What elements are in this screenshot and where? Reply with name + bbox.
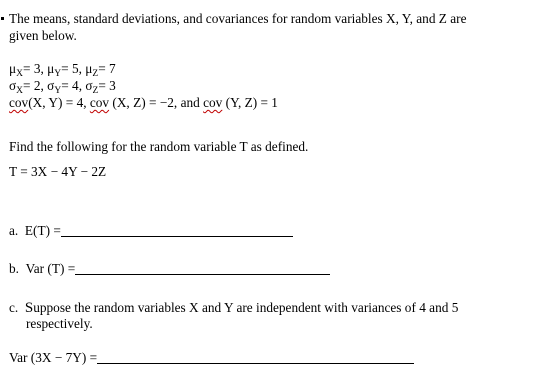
bullet-dot [1,17,4,20]
cov-yz-value: (Y, Z) = 1 [222,95,278,110]
part-b-text: Var (T) = [25,261,76,276]
covariance-line [9,95,278,111]
part-a [9,223,293,239]
mu-symbol: μ [47,61,55,76]
intro-line-2: given below. [9,28,77,43]
part-c-line-2: respectively. [26,316,93,331]
t-definition: T = 3X − 4Y − 2Z [9,164,107,179]
part-a-answer-line[interactable] [61,236,293,237]
mu-symbol: μ [9,61,17,76]
mu-x-subscript: X [16,69,24,79]
part-c-answer-line[interactable] [97,363,414,364]
part-c-line-1 [9,300,458,316]
cov-xy-word: cov [9,95,29,110]
sd-z-value: = 3 [98,78,116,93]
sigma-symbol: σ [9,78,17,93]
sd-y-value: = 4, [61,78,83,93]
part-c-text-1: uppose the random variables X and Y are independent with variances of 4 and 5 [33,300,459,315]
part-a-label: a. [9,223,19,238]
mu-symbol: μ [85,61,93,76]
part-c-label: c. [9,300,19,315]
part-b-answer-line[interactable] [75,274,330,275]
part-c-question [9,350,414,366]
mu-x-value: = 3, [23,61,44,76]
sigma-symbol: σ [85,78,93,93]
part-c-dropcap: S [24,300,34,316]
sd-y-subscript: Y [54,86,62,96]
sd-x-value: = 2, [23,78,44,93]
mu-y-subscript: Y [54,69,62,79]
part-b-label: b. [9,261,19,276]
part-b [9,261,330,277]
cov-xz-word: cov [89,95,110,110]
cov-yz-word: cov [203,95,223,110]
part-a-text: E(T) = [24,223,61,238]
part-c-question-text: Var (3X − 7Y) = [9,350,98,365]
sigma-symbol: σ [47,78,55,93]
cov-xy-value: (X, Y) = 4, [28,95,87,110]
mu-z-subscript: Z [92,69,99,79]
sd-z-subscript: Z [92,86,99,96]
instruction-text: Find the following for the random variable T as defined. [9,139,309,154]
cov-xz-value: (X, Z) = −2, and [109,95,204,110]
intro-line-1: The means, standard deviations, and covariances for random variables X, Y, and Z are [9,11,467,26]
mu-z-value: = 7 [98,61,116,76]
sd-x-subscript: X [16,86,24,96]
mu-y-value: = 5, [61,61,82,76]
